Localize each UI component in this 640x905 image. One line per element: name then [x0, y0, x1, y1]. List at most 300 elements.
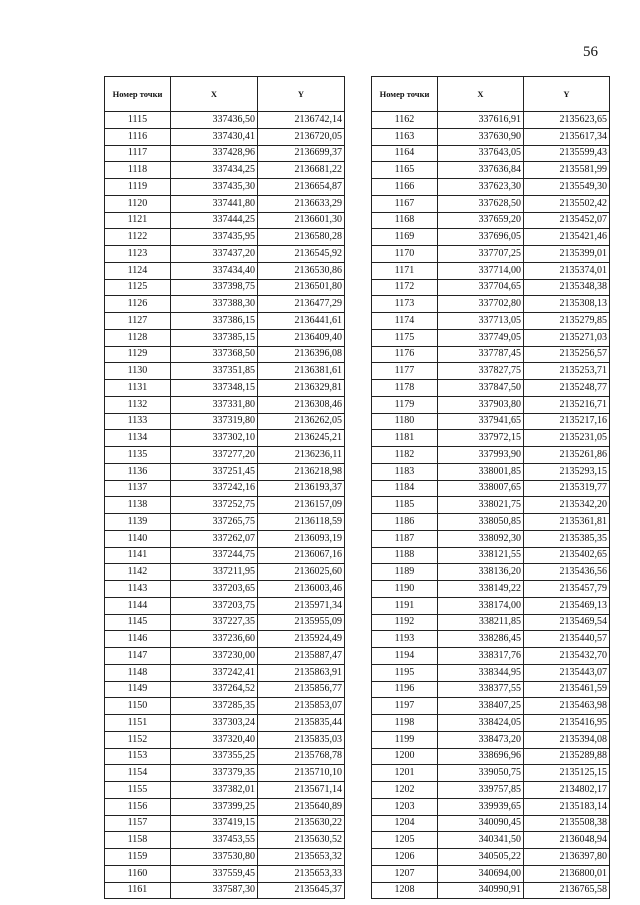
point-number-cell: 1189: [372, 564, 438, 581]
y-coordinate-cell: 2136118,59: [258, 514, 345, 531]
table-row: [105, 715, 345, 732]
y-coordinate-cell: 2135261,86: [524, 447, 610, 464]
point-number-cell: 1155: [105, 782, 171, 799]
y-coordinate-cell: 2135452,07: [524, 212, 610, 229]
y-coordinate-cell: 2136654,87: [258, 179, 345, 196]
x-coordinate-cell: 338377,55: [438, 681, 524, 698]
y-coordinate-cell: 2135279,85: [524, 313, 610, 330]
x-coordinate-cell: 338001,85: [438, 463, 524, 480]
x-coordinate-cell: 337428,96: [171, 145, 258, 162]
point-number-cell: 1123: [105, 246, 171, 263]
y-coordinate-cell: 2136157,09: [258, 497, 345, 514]
x-coordinate-cell: 337787,45: [438, 346, 524, 363]
x-coordinate-cell: 337203,75: [171, 597, 258, 614]
point-number-cell: 1182: [372, 447, 438, 464]
table-row: [372, 430, 610, 447]
x-coordinate-cell: 337659,20: [438, 212, 524, 229]
table-row: [372, 530, 610, 547]
point-number-cell: 1187: [372, 530, 438, 547]
y-coordinate-cell: 2135768,78: [258, 748, 345, 765]
point-number-cell: 1126: [105, 296, 171, 313]
x-coordinate-cell: 338211,85: [438, 614, 524, 631]
y-coordinate-cell: 2135421,46: [524, 229, 610, 246]
coordinates-table-right: [371, 76, 610, 899]
table-row: [105, 162, 345, 179]
x-coordinate-cell: 339939,65: [438, 798, 524, 815]
y-coordinate-cell: 2135289,88: [524, 748, 610, 765]
table-row: [372, 748, 610, 765]
table-row: [372, 329, 610, 346]
x-coordinate-cell: 337434,25: [171, 162, 258, 179]
y-coordinate-cell: 2135463,98: [524, 698, 610, 715]
point-number-cell: 1172: [372, 279, 438, 296]
point-number-cell: 1140: [105, 530, 171, 547]
point-number-cell: 1161: [105, 882, 171, 899]
x-coordinate-cell: 337441,80: [171, 195, 258, 212]
x-coordinate-cell: 338149,22: [438, 581, 524, 598]
table-row: [105, 346, 345, 363]
table-row: [372, 882, 610, 899]
table-row: [105, 179, 345, 196]
point-number-cell: 1166: [372, 179, 438, 196]
y-coordinate-cell: 2135457,79: [524, 581, 610, 598]
y-coordinate-cell: 2134802,17: [524, 782, 610, 799]
table-row: [372, 782, 610, 799]
y-coordinate-cell: 2135183,14: [524, 798, 610, 815]
header-y: Y: [258, 77, 345, 112]
point-number-cell: 1168: [372, 212, 438, 229]
table-row: [105, 597, 345, 614]
x-coordinate-cell: 338473,20: [438, 731, 524, 748]
y-coordinate-cell: 2136477,29: [258, 296, 345, 313]
table-row: [372, 413, 610, 430]
x-coordinate-cell: 337559,45: [171, 865, 258, 882]
y-coordinate-cell: 2136720,05: [258, 128, 345, 145]
x-coordinate-cell: 338092,30: [438, 530, 524, 547]
x-coordinate-cell: 337587,30: [171, 882, 258, 899]
point-number-cell: 1136: [105, 463, 171, 480]
y-coordinate-cell: 2136245,21: [258, 430, 345, 447]
table-row: [372, 229, 610, 246]
y-coordinate-cell: 2136397,80: [524, 849, 610, 866]
y-coordinate-cell: 2135271,03: [524, 329, 610, 346]
y-coordinate-cell: 2135125,15: [524, 765, 610, 782]
x-coordinate-cell: 337972,15: [438, 430, 524, 447]
table-row: [372, 815, 610, 832]
x-coordinate-cell: 337386,15: [171, 313, 258, 330]
x-coordinate-cell: 337331,80: [171, 396, 258, 413]
table-row: [105, 681, 345, 698]
point-number-cell: 1192: [372, 614, 438, 631]
y-coordinate-cell: 2135640,89: [258, 798, 345, 815]
y-coordinate-cell: 2136681,22: [258, 162, 345, 179]
point-number-cell: 1137: [105, 480, 171, 497]
point-number-cell: 1154: [105, 765, 171, 782]
point-number-cell: 1190: [372, 581, 438, 598]
y-coordinate-cell: 2135599,43: [524, 145, 610, 162]
table-row: [105, 313, 345, 330]
table-row: [372, 363, 610, 380]
x-coordinate-cell: 339050,75: [438, 765, 524, 782]
point-number-cell: 1193: [372, 631, 438, 648]
point-number-cell: 1177: [372, 363, 438, 380]
x-coordinate-cell: 337453,55: [171, 832, 258, 849]
table-row: [372, 497, 610, 514]
y-coordinate-cell: 2135469,13: [524, 597, 610, 614]
point-number-cell: 1138: [105, 497, 171, 514]
point-number-cell: 1180: [372, 413, 438, 430]
table-row: [372, 463, 610, 480]
x-coordinate-cell: 337252,75: [171, 497, 258, 514]
table-row: [372, 162, 610, 179]
table-row: [105, 497, 345, 514]
point-number-cell: 1121: [105, 212, 171, 229]
header-x: X: [171, 77, 258, 112]
y-coordinate-cell: 2135394,08: [524, 731, 610, 748]
table-row: [372, 346, 610, 363]
table-row: [372, 145, 610, 162]
x-coordinate-cell: 340341,50: [438, 832, 524, 849]
table-row: [105, 798, 345, 815]
x-coordinate-cell: 337903,80: [438, 396, 524, 413]
x-coordinate-cell: 338021,75: [438, 497, 524, 514]
table-row: [105, 413, 345, 430]
point-number-cell: 1197: [372, 698, 438, 715]
x-coordinate-cell: 337251,45: [171, 463, 258, 480]
point-number-cell: 1132: [105, 396, 171, 413]
x-coordinate-cell: 337643,05: [438, 145, 524, 162]
table-row: [105, 530, 345, 547]
table-row: [372, 480, 610, 497]
point-number-cell: 1139: [105, 514, 171, 531]
point-number-cell: 1153: [105, 748, 171, 765]
point-number-cell: 1120: [105, 195, 171, 212]
x-coordinate-cell: 337636,84: [438, 162, 524, 179]
table-row: [105, 195, 345, 212]
table-row: [105, 396, 345, 413]
y-coordinate-cell: 2136530,86: [258, 262, 345, 279]
point-number-cell: 1143: [105, 581, 171, 598]
table-row: [372, 380, 610, 397]
point-number-cell: 1178: [372, 380, 438, 397]
header-point-number: Номер точки: [105, 77, 171, 112]
x-coordinate-cell: 338344,95: [438, 664, 524, 681]
x-coordinate-cell: 337262,07: [171, 530, 258, 547]
x-coordinate-cell: 337628,50: [438, 195, 524, 212]
table-row: [105, 463, 345, 480]
x-coordinate-cell: 337320,40: [171, 731, 258, 748]
x-coordinate-cell: 337827,75: [438, 363, 524, 380]
table-row: [372, 279, 610, 296]
table-row: [372, 631, 610, 648]
y-coordinate-cell: 2135469,54: [524, 614, 610, 631]
y-coordinate-cell: 2136003,46: [258, 581, 345, 598]
x-coordinate-cell: 337714,00: [438, 262, 524, 279]
point-number-cell: 1160: [105, 865, 171, 882]
y-coordinate-cell: 2136262,05: [258, 413, 345, 430]
y-coordinate-cell: 2135856,77: [258, 681, 345, 698]
x-coordinate-cell: 337368,50: [171, 346, 258, 363]
page-number: 56: [583, 44, 598, 60]
point-number-cell: 1183: [372, 463, 438, 480]
point-number-cell: 1202: [372, 782, 438, 799]
table-row: [105, 380, 345, 397]
point-number-cell: 1196: [372, 681, 438, 698]
y-coordinate-cell: 2135502,42: [524, 195, 610, 212]
point-number-cell: 1203: [372, 798, 438, 815]
point-number-cell: 1149: [105, 681, 171, 698]
point-number-cell: 1117: [105, 145, 171, 162]
y-coordinate-cell: 2135710,10: [258, 765, 345, 782]
x-coordinate-cell: 337388,30: [171, 296, 258, 313]
y-coordinate-cell: 2136409,40: [258, 329, 345, 346]
point-number-cell: 1195: [372, 664, 438, 681]
table-row: [105, 765, 345, 782]
x-coordinate-cell: 338696,96: [438, 748, 524, 765]
x-coordinate-cell: 337434,40: [171, 262, 258, 279]
x-coordinate-cell: 337630,90: [438, 128, 524, 145]
x-coordinate-cell: 338424,05: [438, 715, 524, 732]
x-coordinate-cell: 337285,35: [171, 698, 258, 715]
y-coordinate-cell: 2136048,94: [524, 832, 610, 849]
table-row: [372, 112, 610, 129]
point-number-cell: 1194: [372, 648, 438, 665]
point-number-cell: 1200: [372, 748, 438, 765]
table-row: [372, 765, 610, 782]
x-coordinate-cell: 337244,75: [171, 547, 258, 564]
x-coordinate-cell: 338286,45: [438, 631, 524, 648]
header-point-number: Номер точки: [372, 77, 438, 112]
y-coordinate-cell: 2135385,35: [524, 530, 610, 547]
table-row: [105, 748, 345, 765]
y-coordinate-cell: 2135402,65: [524, 547, 610, 564]
y-coordinate-cell: 2135248,77: [524, 380, 610, 397]
x-coordinate-cell: 337713,05: [438, 313, 524, 330]
x-coordinate-cell: 338121,55: [438, 547, 524, 564]
point-number-cell: 1191: [372, 597, 438, 614]
point-number-cell: 1157: [105, 815, 171, 832]
point-number-cell: 1198: [372, 715, 438, 732]
point-number-cell: 1142: [105, 564, 171, 581]
point-number-cell: 1163: [372, 128, 438, 145]
table-row: [105, 832, 345, 849]
point-number-cell: 1184: [372, 480, 438, 497]
table-row: [372, 296, 610, 313]
table-row: [105, 246, 345, 263]
table-row: [372, 614, 610, 631]
x-coordinate-cell: 337303,24: [171, 715, 258, 732]
y-coordinate-cell: 2135436,56: [524, 564, 610, 581]
table-row: [105, 564, 345, 581]
point-number-cell: 1144: [105, 597, 171, 614]
x-coordinate-cell: 337398,75: [171, 279, 258, 296]
y-coordinate-cell: 2136093,19: [258, 530, 345, 547]
table-row: [372, 731, 610, 748]
x-coordinate-cell: 337203,65: [171, 581, 258, 598]
y-coordinate-cell: 2136699,37: [258, 145, 345, 162]
x-coordinate-cell: 337616,91: [438, 112, 524, 129]
table-body-left: [105, 112, 345, 899]
x-coordinate-cell: 337351,85: [171, 363, 258, 380]
point-number-cell: 1116: [105, 128, 171, 145]
table-row: [372, 514, 610, 531]
point-number-cell: 1164: [372, 145, 438, 162]
table-row: [372, 664, 610, 681]
y-coordinate-cell: 2135835,44: [258, 715, 345, 732]
y-coordinate-cell: 2135399,01: [524, 246, 610, 263]
y-coordinate-cell: 2136193,37: [258, 480, 345, 497]
point-number-cell: 1167: [372, 195, 438, 212]
x-coordinate-cell: 338007,65: [438, 480, 524, 497]
table-row: [105, 229, 345, 246]
table-row: [105, 212, 345, 229]
point-number-cell: 1129: [105, 346, 171, 363]
y-coordinate-cell: 2135440,57: [524, 631, 610, 648]
table-row: [105, 514, 345, 531]
x-coordinate-cell: 338174,00: [438, 597, 524, 614]
table-row: [105, 614, 345, 631]
y-coordinate-cell: 2135216,71: [524, 396, 610, 413]
table-row: [372, 396, 610, 413]
point-number-cell: 1130: [105, 363, 171, 380]
point-number-cell: 1169: [372, 229, 438, 246]
x-coordinate-cell: 340505,22: [438, 849, 524, 866]
table-row: [105, 631, 345, 648]
point-number-cell: 1156: [105, 798, 171, 815]
y-coordinate-cell: 2136329,81: [258, 380, 345, 397]
point-number-cell: 1186: [372, 514, 438, 531]
table-row: [105, 480, 345, 497]
x-coordinate-cell: 337419,15: [171, 815, 258, 832]
table-row: [372, 715, 610, 732]
y-coordinate-cell: 2136742,14: [258, 112, 345, 129]
y-coordinate-cell: 2135293,15: [524, 463, 610, 480]
table-row: [372, 698, 610, 715]
y-coordinate-cell: 2135971,34: [258, 597, 345, 614]
point-number-cell: 1165: [372, 162, 438, 179]
table-row: [372, 648, 610, 665]
x-coordinate-cell: 337530,80: [171, 849, 258, 866]
table-row: [372, 262, 610, 279]
x-coordinate-cell: 340090,45: [438, 815, 524, 832]
x-coordinate-cell: 340990,91: [438, 882, 524, 899]
y-coordinate-cell: 2135461,59: [524, 681, 610, 698]
table-row: [105, 815, 345, 832]
x-coordinate-cell: 337242,16: [171, 480, 258, 497]
x-coordinate-cell: 337385,15: [171, 329, 258, 346]
y-coordinate-cell: 2135653,32: [258, 849, 345, 866]
table-row: [105, 849, 345, 866]
x-coordinate-cell: 337435,95: [171, 229, 258, 246]
point-number-cell: 1179: [372, 396, 438, 413]
table-row: [105, 865, 345, 882]
y-coordinate-cell: 2135253,71: [524, 363, 610, 380]
y-coordinate-cell: 2135924,49: [258, 631, 345, 648]
y-coordinate-cell: 2135887,47: [258, 648, 345, 665]
y-coordinate-cell: 2135348,38: [524, 279, 610, 296]
table-row: [105, 145, 345, 162]
table-row: [372, 246, 610, 263]
table-row: [105, 363, 345, 380]
x-coordinate-cell: 337941,65: [438, 413, 524, 430]
x-coordinate-cell: 337704,65: [438, 279, 524, 296]
point-number-cell: 1206: [372, 849, 438, 866]
point-number-cell: 1205: [372, 832, 438, 849]
table-row: [372, 547, 610, 564]
y-coordinate-cell: 2135671,14: [258, 782, 345, 799]
table-row: [372, 313, 610, 330]
y-coordinate-cell: 2135443,07: [524, 664, 610, 681]
y-coordinate-cell: 2136381,61: [258, 363, 345, 380]
y-coordinate-cell: 2135256,57: [524, 346, 610, 363]
x-coordinate-cell: 337319,80: [171, 413, 258, 430]
table-row: [105, 296, 345, 313]
table-row: [105, 782, 345, 799]
x-coordinate-cell: 337435,30: [171, 179, 258, 196]
x-coordinate-cell: 337382,01: [171, 782, 258, 799]
point-number-cell: 1152: [105, 731, 171, 748]
table-row: [372, 564, 610, 581]
point-number-cell: 1170: [372, 246, 438, 263]
point-number-cell: 1158: [105, 832, 171, 849]
point-number-cell: 1201: [372, 765, 438, 782]
table-row: [372, 195, 610, 212]
table-row: [105, 447, 345, 464]
point-number-cell: 1115: [105, 112, 171, 129]
point-number-cell: 1199: [372, 731, 438, 748]
table-row: [105, 262, 345, 279]
x-coordinate-cell: 337302,10: [171, 430, 258, 447]
x-coordinate-cell: 337379,35: [171, 765, 258, 782]
x-coordinate-cell: 337277,20: [171, 447, 258, 464]
y-coordinate-cell: 2136025,60: [258, 564, 345, 581]
y-coordinate-cell: 2135361,81: [524, 514, 610, 531]
point-number-cell: 1119: [105, 179, 171, 196]
y-coordinate-cell: 2136236,11: [258, 447, 345, 464]
x-coordinate-cell: 337707,25: [438, 246, 524, 263]
table-row: [372, 447, 610, 464]
y-coordinate-cell: 2135432,70: [524, 648, 610, 665]
table-row: [372, 798, 610, 815]
y-coordinate-cell: 2135374,01: [524, 262, 610, 279]
x-coordinate-cell: 337211,95: [171, 564, 258, 581]
point-number-cell: 1151: [105, 715, 171, 732]
table-row: [372, 128, 610, 145]
table-row: [105, 547, 345, 564]
table-row: [105, 882, 345, 899]
y-coordinate-cell: 2136396,08: [258, 346, 345, 363]
header-x: X: [438, 77, 524, 112]
y-coordinate-cell: 2136501,80: [258, 279, 345, 296]
point-number-cell: 1175: [372, 329, 438, 346]
y-coordinate-cell: 2135416,95: [524, 715, 610, 732]
y-coordinate-cell: 2135863,91: [258, 664, 345, 681]
y-coordinate-cell: 2135342,20: [524, 497, 610, 514]
x-coordinate-cell: 337230,00: [171, 648, 258, 665]
point-number-cell: 1162: [372, 112, 438, 129]
y-coordinate-cell: 2135630,22: [258, 815, 345, 832]
table-row: [372, 597, 610, 614]
y-coordinate-cell: 2136308,46: [258, 396, 345, 413]
x-coordinate-cell: 337265,75: [171, 514, 258, 531]
header-y: Y: [524, 77, 610, 112]
table-row: [372, 581, 610, 598]
x-coordinate-cell: 337430,41: [171, 128, 258, 145]
x-coordinate-cell: 339757,85: [438, 782, 524, 799]
y-coordinate-cell: 2135308,13: [524, 296, 610, 313]
x-coordinate-cell: 337227,35: [171, 614, 258, 631]
table-row: [105, 430, 345, 447]
